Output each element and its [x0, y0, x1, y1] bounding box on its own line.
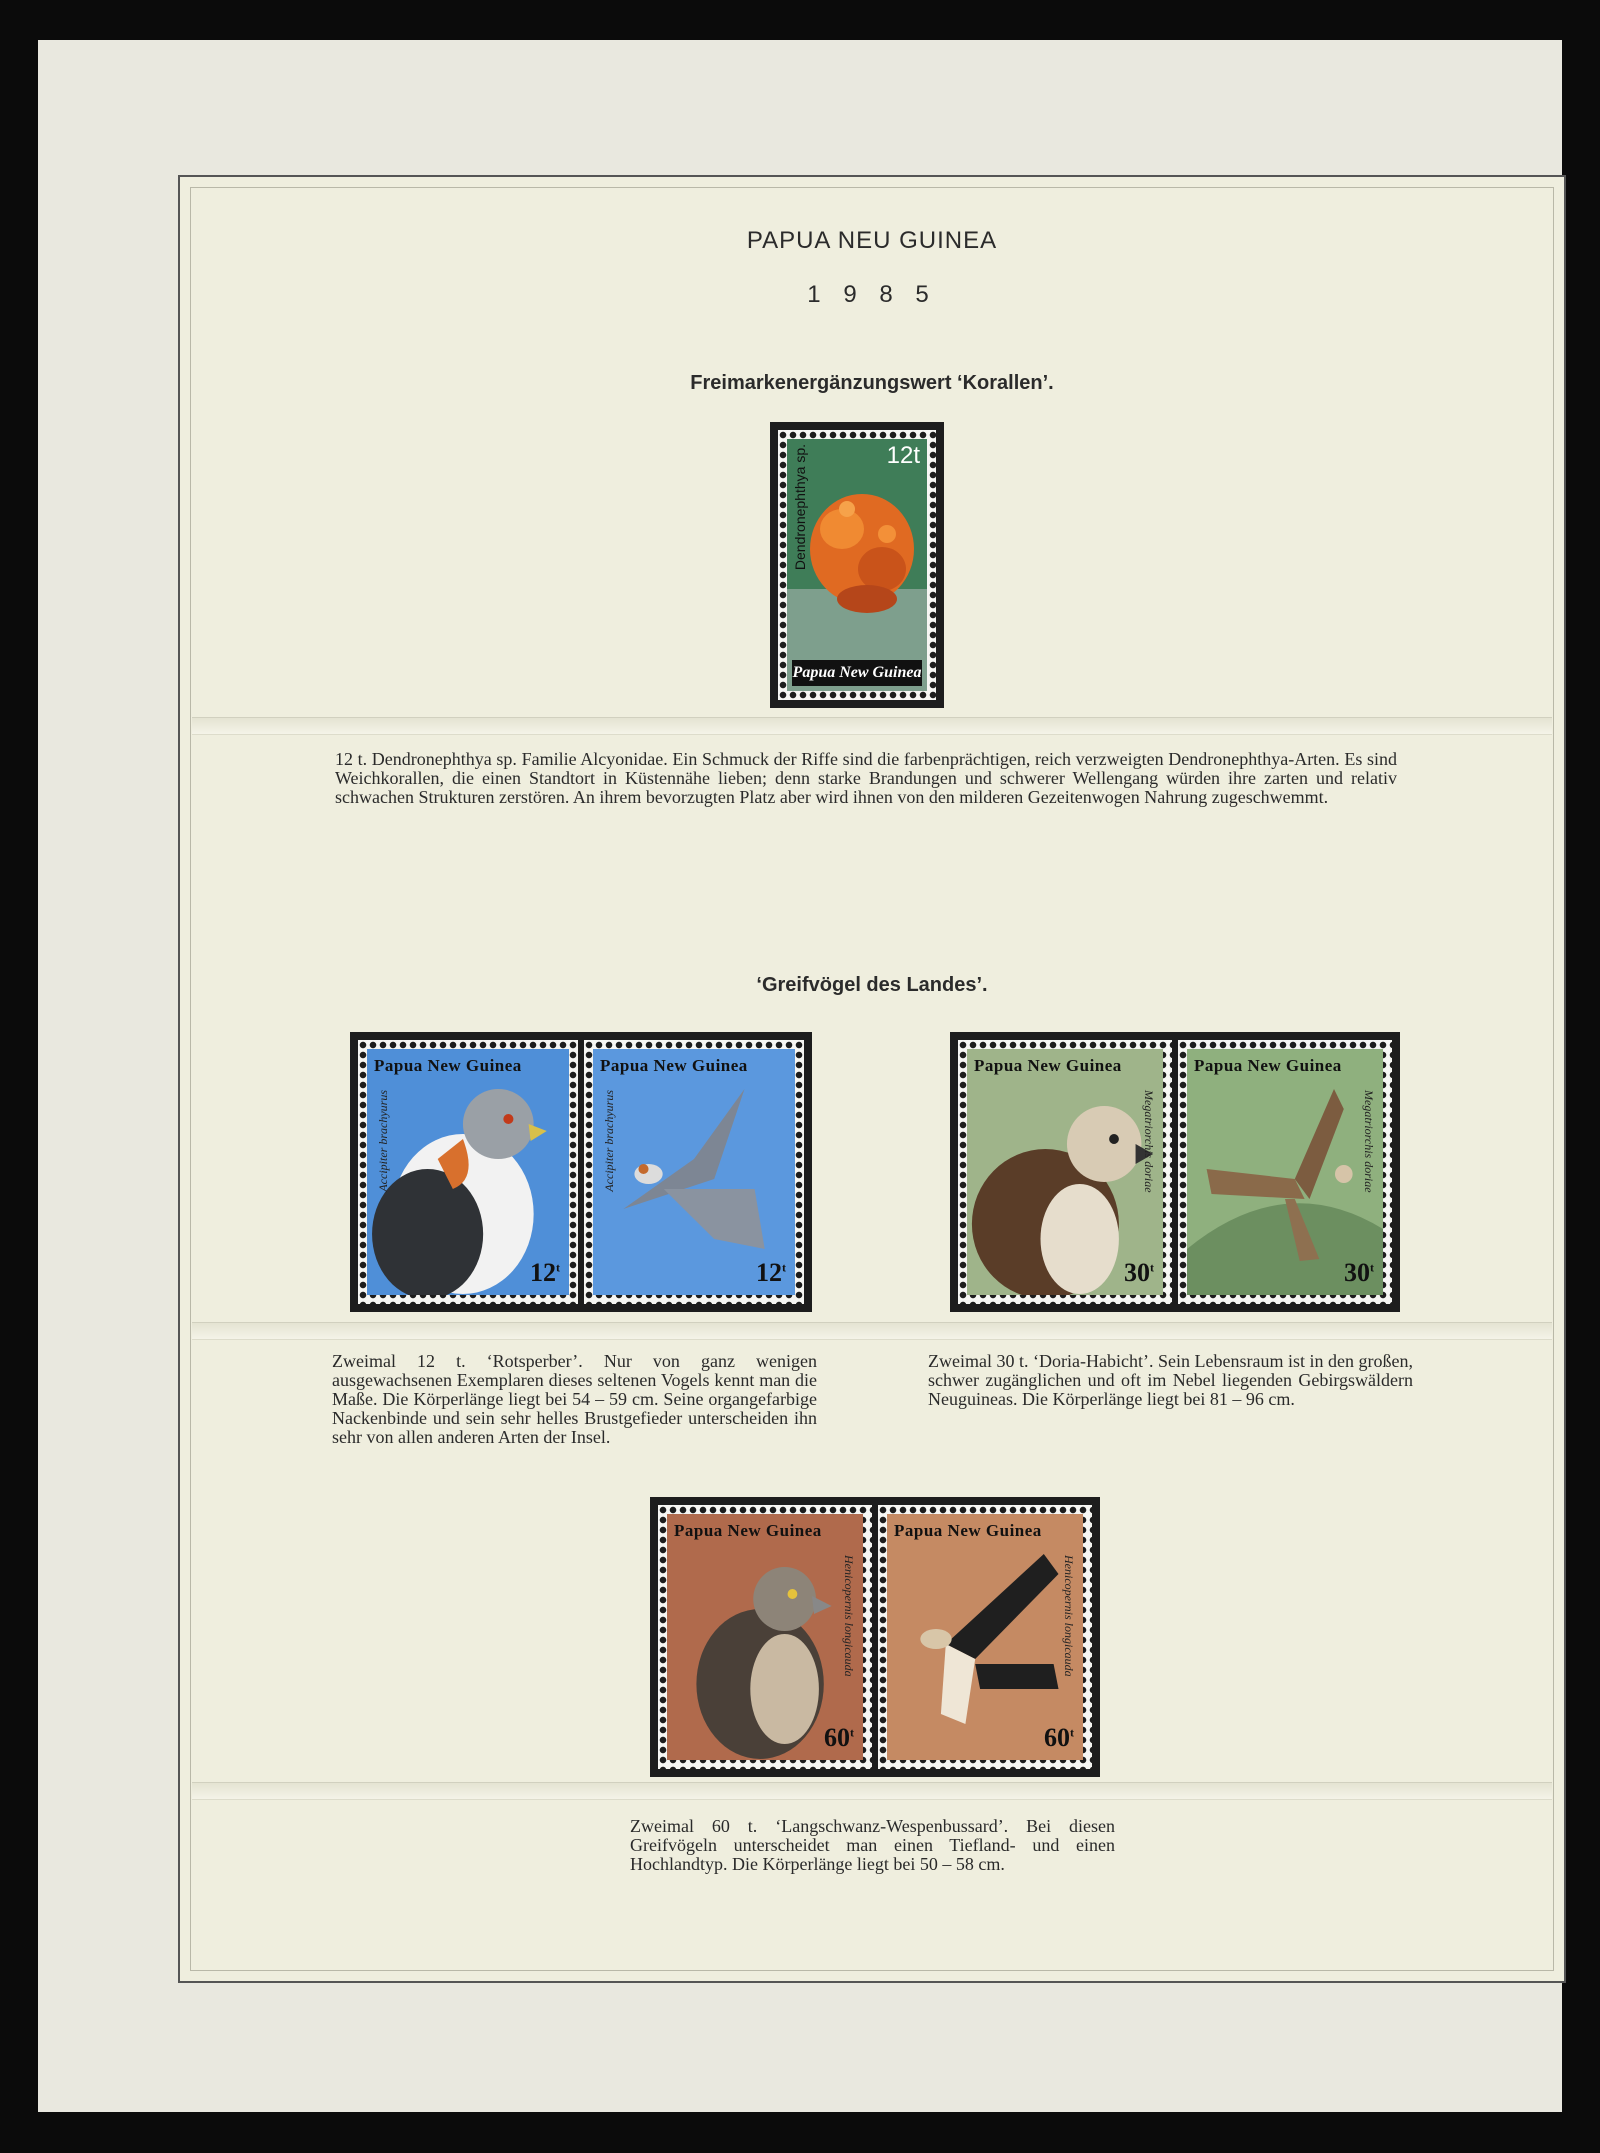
- coral-stamp-mount: [770, 422, 944, 708]
- stamp-face-value: 12$^t$: [530, 1258, 560, 1287]
- stamp-face-value: 60$^t$: [1044, 1723, 1074, 1752]
- stamp-wespenbussard-portrait: [658, 1505, 872, 1769]
- stamp-species-label: Accipiter brachyurus: [376, 1090, 390, 1192]
- stamp-pair-doria-habicht: [950, 1032, 1400, 1312]
- stamp-pair-wespenbussard: [650, 1497, 1100, 1777]
- stamp-species-label: Megatriorchis doriae: [1142, 1090, 1156, 1193]
- coral-country-label: Papua New Guinea: [792, 660, 922, 686]
- stamp-doria-flight: [1178, 1040, 1392, 1304]
- coral-description: 12 t. Dendronephthya sp. Familie Alcyonidae. Ein Schmuck der Riffe sind die farbenprächtigen, reich verzweigten Dendronephthya-Arten. Es sind Weichkorallen, die einen Standtort in Küstennähe lieben; denn starke Brandungen und schwerer Wellengang würden ihre zarten und relativ schwachen Strukturen zerstören. An ihrem bevorzugten Platz aber wird ihnen von den milderen Gezeitenwogen Nahrung zugeschwemmt.: [335, 749, 1397, 807]
- section-heading-corals: Freimarkenergänzungswert ‘Korallen’.: [690, 372, 1054, 394]
- stamp-doria-portrait: [958, 1040, 1172, 1304]
- mount-strip: [192, 717, 1552, 735]
- coral-stamp: [778, 430, 936, 700]
- mount-strip: [192, 1322, 1552, 1340]
- mount-strip: [192, 1782, 1552, 1800]
- page-title: PAPUA NEU GUINEA: [746, 227, 998, 254]
- stamp-country: Papua New Guinea: [974, 1056, 1122, 1075]
- album-page: [178, 175, 1566, 1983]
- stamp-country: Papua New Guinea: [1194, 1056, 1342, 1075]
- stamp-face-value: 30$^t$: [1124, 1258, 1154, 1287]
- coral-face-value: 12t: [886, 442, 920, 469]
- stamp-country: Papua New Guinea: [600, 1056, 748, 1075]
- album-sheet: [38, 40, 1562, 2112]
- coral-species-label: Dendronephthya sp.: [792, 444, 808, 571]
- stamp-rotsperber-portrait: [358, 1040, 578, 1304]
- stamp-species-label: Megatriorchis doriae: [1362, 1090, 1376, 1193]
- stamp-wespenbussard-flight: [878, 1505, 1092, 1769]
- doria-habicht-description: Zweimal 30 t. ‘Doria-Habicht’. Sein Lebensraum ist in den großen, schwer zugänglichen und oft im Nebel liegenden Gebirgswäldern Neuguineas. Die Körperlänge liegt bei 81 – 96 cm.: [928, 1351, 1413, 1409]
- stamp-country: Papua New Guinea: [374, 1056, 522, 1075]
- stamp-species-label: Henicopernis longicauda: [1062, 1555, 1076, 1677]
- coral-image: [787, 439, 927, 691]
- stamp-face-value: 30$^t$: [1344, 1258, 1374, 1287]
- section-heading-birds: ‘Greifvögel des Landes’.: [756, 974, 988, 996]
- wespenbussard-description: Zweimal 60 t. ‘Langschwanz-Wespenbussard’. Bei diesen Greifvögeln unterscheidet man einen Tiefland- und einen Hochlandtyp. Die Körperlänge liegt bei 50 – 58 cm.: [630, 1816, 1115, 1874]
- stamp-rotsperber-flight: [584, 1040, 804, 1304]
- stamp-country: Papua New Guinea: [894, 1521, 1042, 1540]
- page-year: 1 9 8 5: [807, 281, 937, 308]
- stamp-country: Papua New Guinea: [674, 1521, 822, 1540]
- stamp-pair-rotsperber: [350, 1032, 812, 1312]
- rotsperber-description: Zweimal 12 t. ‘Rotsperber’. Nur von ganz wenigen ausgewachsenen Exemplaren dieses seltenen Vogels kennt man die Maße. Die Körperlänge liegt bei 54 – 59 cm. Seine organgefarbige Nackenbinde und sein sehr helles Brustgefieder unterscheiden ihn sehr von allen anderen Arten der Insel.: [332, 1351, 817, 1447]
- stamp-face-value: 12$^t$: [756, 1258, 786, 1287]
- stamp-face-value: 60$^t$: [824, 1723, 854, 1752]
- stamp-species-label: Accipiter brachyurus: [602, 1090, 616, 1192]
- stamp-species-label: Henicopernis longicauda: [842, 1555, 856, 1677]
